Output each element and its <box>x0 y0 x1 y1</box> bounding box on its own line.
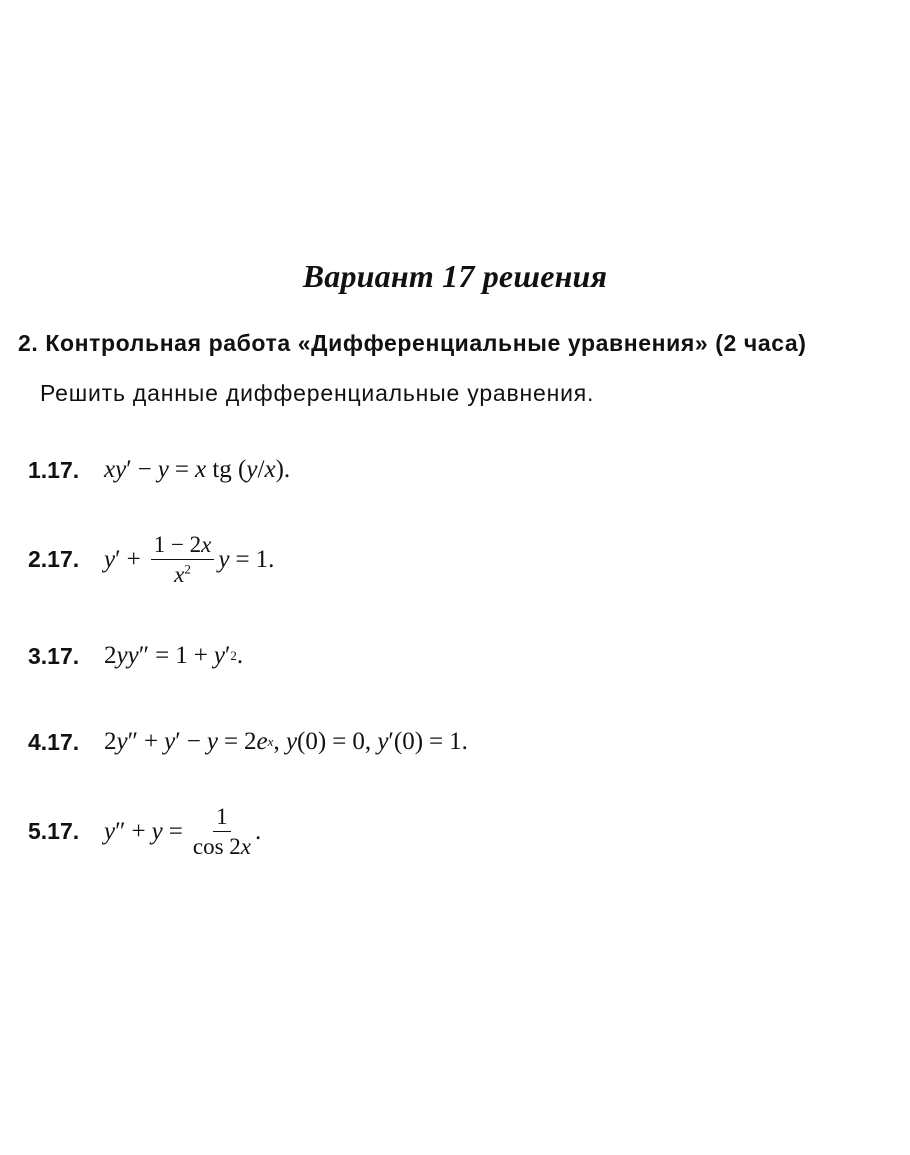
section-title: 2. Контрольная работа «Дифференциальные уравнения» (2 часа) <box>18 330 807 356</box>
problem-number: 1.17. <box>28 456 80 483</box>
instruction-text: Решить данные дифференциальные уравнения. <box>40 380 595 406</box>
problem-1 <box>28 456 290 484</box>
fraction: $\frac{1}{\cos 2x}$ <box>192 804 251 860</box>
problem-2 <box>28 532 274 588</box>
problem-2-equation: y ′ + $\frac{1 - 2x}{x^2}$ y = 1. <box>104 532 275 588</box>
problem-3-equation: 2 yy ″ = 1 + y ′ 2 . <box>104 642 244 669</box>
problem-number: 2.17. <box>28 546 80 573</box>
problem-1-equation: xy ′ − y = x tg ( y / x ). <box>104 456 291 483</box>
problem-number: 4.17. <box>28 728 80 755</box>
problem-5 <box>28 804 261 860</box>
page-heading: Вариант 17 решения <box>302 258 608 294</box>
problem-5-equation: y ″ + y = $\frac{1}{\cos 2x}$ . <box>104 804 262 860</box>
problem-number: 3.17. <box>28 642 80 669</box>
problem-3 <box>28 642 243 670</box>
problem-number: 5.17. <box>28 818 80 845</box>
fraction: $\frac{1 - 2x}{x^2}$ <box>151 532 215 588</box>
problem-4 <box>28 728 468 756</box>
problem-4-equation: 2 y ″ + y ′ − y = 2 e x , y (0) = 0, y ′(0) = 1. <box>104 728 468 755</box>
